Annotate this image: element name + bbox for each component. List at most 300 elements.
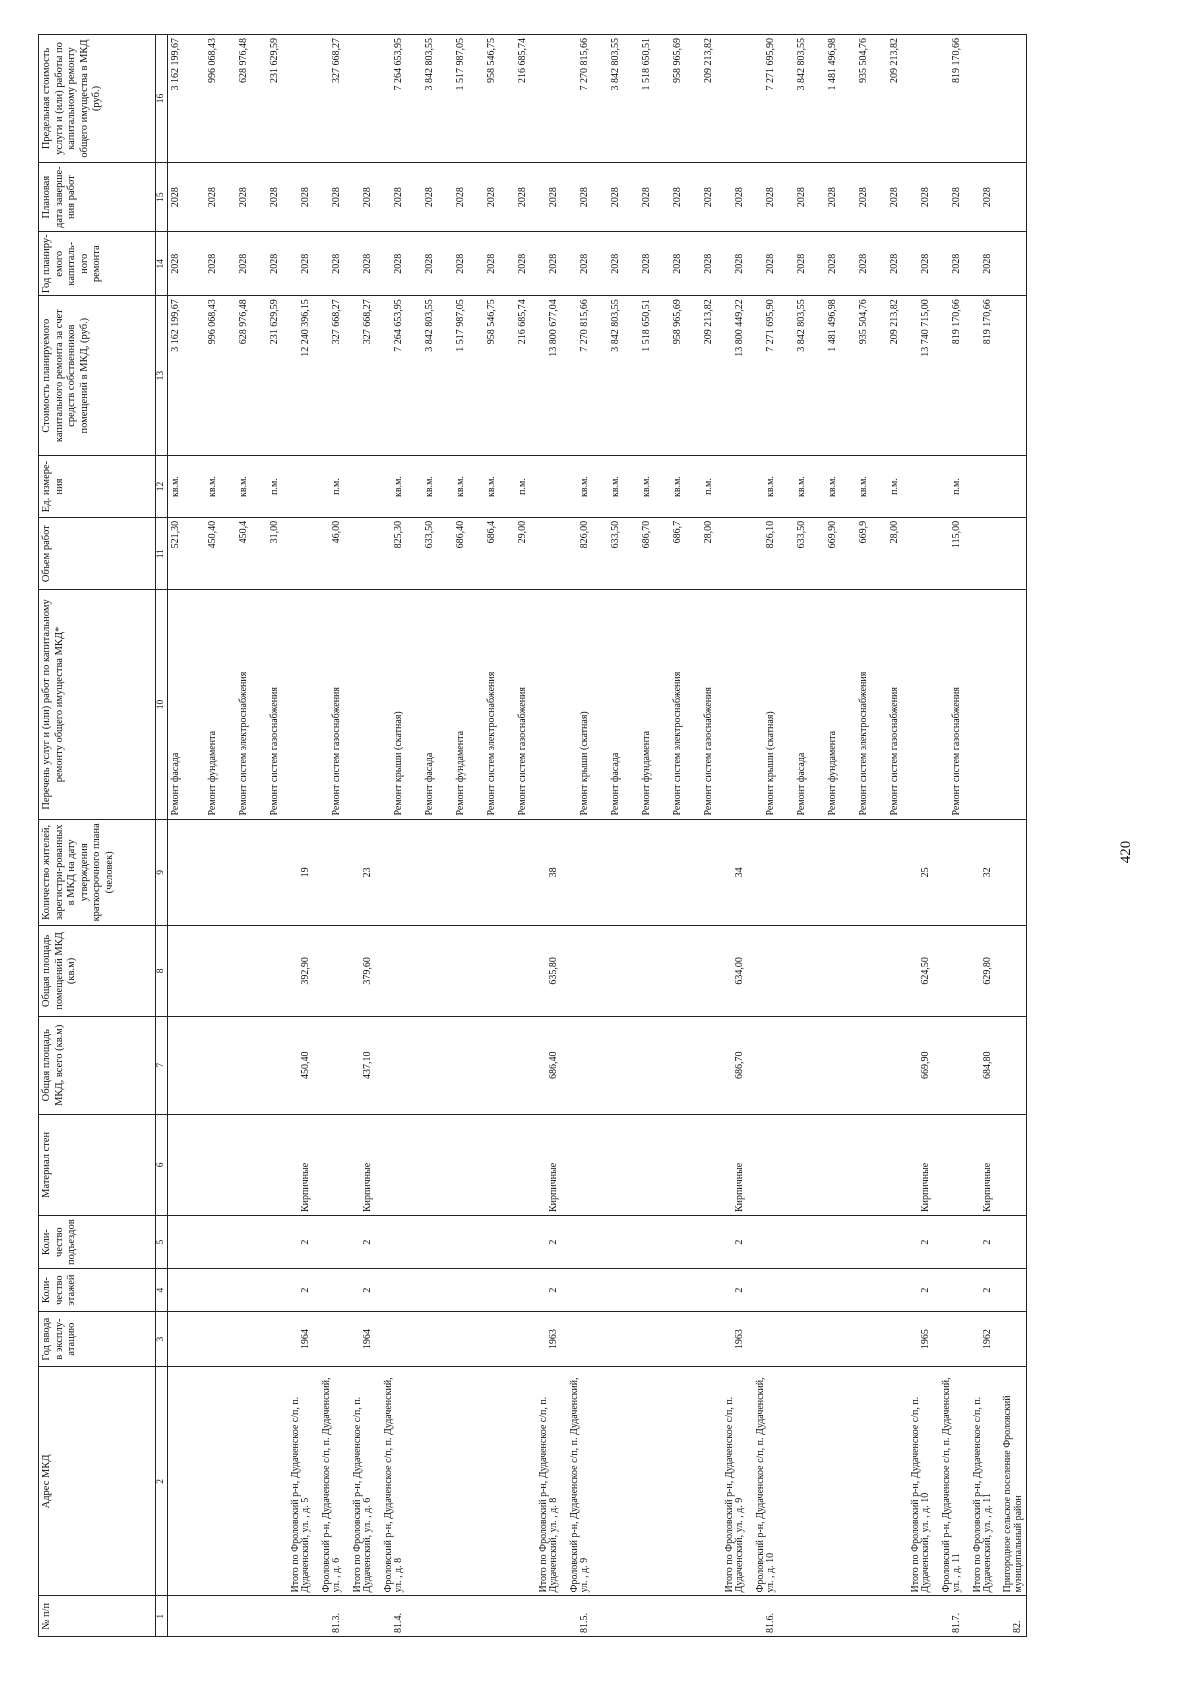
cell-repair-year: 2028 [872,232,903,296]
cell-premises-area [407,926,438,1017]
cell-floors [562,1269,593,1312]
cell-premises-area: 624,50 [903,926,934,1017]
cell-completion-date: 2028 [934,163,965,232]
col-number: 6 [156,1114,168,1215]
cell-repair-year: 2028 [655,232,686,296]
cell-num: 81.6. [748,1596,779,1637]
col-header-limit-cost: Предельная стоимость услуги и (или) работы по капитальному ремонту общего имущества в МКД (руб.) [39,35,156,163]
cell-works-list: Ремонт систем электроснабжения [841,590,872,819]
table-row [376,35,407,1637]
cell-works-list: Ремонт фундамента [810,590,841,819]
cell-total-area: 669,90 [903,1016,934,1114]
cell-entrances [314,1216,345,1269]
table-row [748,35,779,1637]
cell-unit: п.м. [686,456,717,518]
cell-repair-year: 2028 [624,232,655,296]
cell-planned-cost: 1 517 987,05 [438,296,469,456]
cell-commissioning-year: 1963 [531,1311,562,1366]
cell-limit-cost [531,35,562,163]
cell-unit: кв.м. [593,456,624,518]
cell-commissioning-year [376,1311,407,1366]
cell-work-volume [345,517,376,589]
cell-repair-year: 2028 [593,232,624,296]
cell-num [872,1596,903,1637]
cell-unit [996,456,1027,518]
col-number: 11 [156,517,168,589]
cell-unit: кв.м. [407,456,438,518]
cell-total-area [686,1016,717,1114]
cell-floors [190,1269,221,1312]
cell-entrances: 2 [903,1216,934,1269]
cell-floors [500,1269,531,1312]
cell-premises-area: 392,90 [283,926,314,1017]
cell-premises-area [500,926,531,1017]
cell-entrances [748,1216,779,1269]
cell-entrances [593,1216,624,1269]
table-row [965,35,996,1637]
cell-commissioning-year [593,1311,624,1366]
cell-wall-material [562,1114,593,1215]
cell-unit: кв.м. [779,456,810,518]
cell-works-list: Ремонт систем газоснабжения [252,590,283,819]
cell-total-area [624,1016,655,1114]
cell-work-volume [717,517,748,589]
cell-floors [686,1269,717,1312]
cell-entrances: 2 [283,1216,314,1269]
cell-works-list: Ремонт фасада [593,590,624,819]
col-number: 12 [156,456,168,518]
cell-residents [841,819,872,926]
cell-total-area: 686,40 [531,1016,562,1114]
cell-limit-cost: 7 270 815,66 [562,35,593,163]
cell-completion-date: 2028 [903,163,934,232]
cell-unit: п.м. [252,456,283,518]
cell-total-area [779,1016,810,1114]
cell-repair-year: 2028 [748,232,779,296]
cell-wall-material [190,1114,221,1215]
cell-completion-date: 2028 [872,163,903,232]
cell-residents [500,819,531,926]
cell-work-volume: 686,70 [624,517,655,589]
table-row [996,35,1027,1637]
cell-residents [686,819,717,926]
cell-limit-cost: 958 965,69 [655,35,686,163]
cell-address [252,1367,283,1596]
cell-num [407,1596,438,1637]
cell-floors [872,1269,903,1312]
cell-planned-cost: 12 240 396,15 [283,296,314,456]
cell-wall-material [314,1114,345,1215]
cell-works-list: Ремонт систем электроснабжения [469,590,500,819]
cell-floors: 2 [903,1269,934,1312]
cell-planned-cost: 3 842 803,55 [593,296,624,456]
cell-total-area [221,1016,252,1114]
cell-premises-area [562,926,593,1017]
cell-floors [376,1269,407,1312]
cell-address: Фроловский р-н, Дудаченское с/п, п. Дудаченский, ул. , д. 8 [376,1367,407,1596]
cell-unit: кв.м. [655,456,686,518]
cell-entrances [934,1216,965,1269]
table-body [168,35,1027,1637]
cell-repair-year: 2028 [965,232,996,296]
cell-unit: кв.м. [841,456,872,518]
cell-entrances [469,1216,500,1269]
cell-limit-cost: 3 842 803,55 [593,35,624,163]
cell-work-volume: 669,90 [810,517,841,589]
cell-address [686,1367,717,1596]
cell-limit-cost: 7 271 695,90 [748,35,779,163]
cell-entrances [872,1216,903,1269]
cell-limit-cost: 231 629,59 [252,35,283,163]
cell-floors [996,1269,1027,1312]
cell-limit-cost: 3 842 803,55 [779,35,810,163]
cell-unit: кв.м. [624,456,655,518]
cell-limit-cost: 819 170,66 [934,35,965,163]
cell-limit-cost: 209 213,82 [686,35,717,163]
cell-residents: 23 [345,819,376,926]
cell-num [717,1596,748,1637]
col-header-repair-year: Год планиру-емого капиталь-ного ремонта [39,232,156,296]
cell-residents [655,819,686,926]
cell-commissioning-year [314,1311,345,1366]
cell-unit: кв.м. [376,456,407,518]
col-header-floors: Коли-чество этажей [39,1269,156,1312]
cell-premises-area [438,926,469,1017]
col-header-premises-area: Общая площадь помещений МКД (кв.м) [39,926,156,1017]
cell-commissioning-year [624,1311,655,1366]
cell-unit: п.м. [934,456,965,518]
cell-entrances [810,1216,841,1269]
cell-entrances [841,1216,872,1269]
cell-total-area [314,1016,345,1114]
col-number: 3 [156,1311,168,1366]
cell-commissioning-year: 1962 [965,1311,996,1366]
cell-completion-date: 2028 [469,163,500,232]
cell-address [872,1367,903,1596]
cell-entrances: 2 [717,1216,748,1269]
cell-limit-cost: 3 842 803,55 [407,35,438,163]
cell-works-list: Ремонт крыши (скатная) [748,590,779,819]
cell-floors [934,1269,965,1312]
cell-address [593,1367,624,1596]
cell-works-list: Ремонт систем газоснабжения [872,590,903,819]
cell-num [593,1596,624,1637]
cell-planned-cost: 958 546,75 [469,296,500,456]
cell-address: Итого по Фроловский р-н, Дудаченское с/п, п. Дудаченский, ул. , д. 8 [531,1367,562,1596]
cell-entrances [686,1216,717,1269]
cell-entrances [438,1216,469,1269]
cell-unit: кв.м. [221,456,252,518]
cell-num: 81.3. [314,1596,345,1637]
cell-unit: кв.м. [469,456,500,518]
cell-total-area [469,1016,500,1114]
cell-works-list [965,590,996,819]
cell-completion-date: 2028 [562,163,593,232]
cell-wall-material [624,1114,655,1215]
cell-repair-year: 2028 [407,232,438,296]
cell-repair-year: 2028 [376,232,407,296]
cell-commissioning-year [500,1311,531,1366]
cell-planned-cost: 7 271 695,90 [748,296,779,456]
cell-floors [779,1269,810,1312]
cell-unit: кв.м. [748,456,779,518]
cell-limit-cost: 3 162 199,67 [168,35,190,163]
cell-commissioning-year: 1965 [903,1311,934,1366]
cell-wall-material [593,1114,624,1215]
cell-floors [469,1269,500,1312]
cell-commissioning-year [562,1311,593,1366]
cell-commissioning-year [655,1311,686,1366]
cell-limit-cost: 7 264 653,95 [376,35,407,163]
cell-works-list: Ремонт систем газоснабжения [500,590,531,819]
cell-works-list: Ремонт фасада [168,590,190,819]
cell-address [841,1367,872,1596]
cell-unit: кв.м. [810,456,841,518]
cell-work-volume: 633,50 [779,517,810,589]
cell-completion-date: 2028 [593,163,624,232]
cell-work-volume [996,517,1027,589]
col-number: 16 [156,35,168,163]
cell-total-area [438,1016,469,1114]
cell-total-area: 437,10 [345,1016,376,1114]
cell-commissioning-year [221,1311,252,1366]
cell-planned-cost: 13 800 677,04 [531,296,562,456]
cell-work-volume: 633,50 [593,517,624,589]
col-header-works-list: Перечень услуг и (или) работ по капитальному ремонту общего имущества МКД* [39,590,156,819]
header-row [39,35,156,1637]
cell-repair-year: 2028 [314,232,345,296]
table-row [221,35,252,1637]
cell-repair-year: 2028 [810,232,841,296]
cell-num [841,1596,872,1637]
cell-works-list: Ремонт фундамента [624,590,655,819]
cell-repair-year: 2028 [841,232,872,296]
cell-limit-cost: 996 068,43 [190,35,221,163]
cell-premises-area [779,926,810,1017]
cell-wall-material: Кирпичные [965,1114,996,1215]
cell-premises-area [376,926,407,1017]
cell-premises-area [252,926,283,1017]
cell-repair-year: 2028 [500,232,531,296]
cell-entrances [500,1216,531,1269]
cell-repair-year [996,232,1027,296]
cell-residents: 25 [903,819,934,926]
cell-num: 81.5. [562,1596,593,1637]
cell-repair-year: 2028 [686,232,717,296]
cell-address: Фроловский р-н, Дудаченское с/п, п. Дудаченский, ул. , д. 10 [748,1367,779,1596]
col-header-planned-cost: Стоимость планируемого капитального ремонта за счет средств собственников помещений в МКД, (руб.) [39,296,156,456]
col-number: 9 [156,819,168,926]
cell-residents [376,819,407,926]
cell-limit-cost: 1 518 650,51 [624,35,655,163]
cell-completion-date: 2028 [655,163,686,232]
cell-repair-year: 2028 [562,232,593,296]
col-header-unit: Ед. измере-ния [39,456,156,518]
cell-residents: 34 [717,819,748,926]
cell-work-volume: 115,00 [934,517,965,589]
col-number: 4 [156,1269,168,1312]
cell-total-area [376,1016,407,1114]
cell-completion-date: 2028 [531,163,562,232]
cell-completion-date: 2028 [748,163,779,232]
cell-num [531,1596,562,1637]
cell-residents [779,819,810,926]
cell-unit: п.м. [314,456,345,518]
cell-works-list: Ремонт систем электроснабжения [655,590,686,819]
cell-work-volume: 686,4 [469,517,500,589]
cell-num [500,1596,531,1637]
cell-planned-cost: 7 264 653,95 [376,296,407,456]
cell-works-list [996,590,1027,819]
cell-premises-area [593,926,624,1017]
cell-limit-cost: 209 213,82 [872,35,903,163]
cell-total-area: 684,80 [965,1016,996,1114]
cell-completion-date: 2028 [252,163,283,232]
cell-entrances [779,1216,810,1269]
col-header-wall-material: Материал стен [39,1114,156,1215]
cell-premises-area: 634,00 [717,926,748,1017]
cell-floors: 2 [531,1269,562,1312]
cell-premises-area [469,926,500,1017]
cell-completion-date: 2028 [500,163,531,232]
cell-wall-material [748,1114,779,1215]
table-row [841,35,872,1637]
cell-commissioning-year [686,1311,717,1366]
cell-limit-cost: 935 504,76 [841,35,872,163]
cell-entrances [655,1216,686,1269]
cell-premises-area: 379,60 [345,926,376,1017]
cell-work-volume [903,517,934,589]
col-header-completion-date: Плановая дата заверше-ния работ [39,163,156,232]
cell-address [438,1367,469,1596]
table-row [283,35,314,1637]
cell-planned-cost: 13 800 449,22 [717,296,748,456]
cell-num [903,1596,934,1637]
cell-planned-cost: 996 068,43 [190,296,221,456]
cell-limit-cost: 327 668,27 [314,35,345,163]
cell-premises-area [190,926,221,1017]
table-row [438,35,469,1637]
cell-work-volume: 450,40 [190,517,221,589]
cell-commissioning-year [996,1311,1027,1366]
cell-num [686,1596,717,1637]
cell-limit-cost: 1 481 496,98 [810,35,841,163]
cell-works-list: Ремонт систем газоснабжения [314,590,345,819]
table-row [686,35,717,1637]
cell-wall-material [841,1114,872,1215]
col-header-commissioning-year: Год ввода в эксплу-атацию [39,1311,156,1366]
cell-planned-cost: 819 170,66 [934,296,965,456]
cell-planned-cost: 13 740 715,00 [903,296,934,456]
cell-commissioning-year [810,1311,841,1366]
cell-limit-cost [903,35,934,163]
cell-num [345,1596,376,1637]
capital-repair-table [38,34,1027,1637]
cell-completion-date: 2028 [283,163,314,232]
cell-residents: 38 [531,819,562,926]
cell-premises-area [934,926,965,1017]
col-number: 1 [156,1596,168,1637]
cell-unit: кв.м. [190,456,221,518]
cell-address: Фроловский р-н, Дудаченское с/п, п. Дудаченский, ул. , д. 6 [314,1367,345,1596]
col-number: 5 [156,1216,168,1269]
page-number: 420 [1118,840,1134,864]
cell-address: Итого по Фроловский р-н, Дудаченское с/п, п. Дудаченский, ул. , д. 9 [717,1367,748,1596]
cell-repair-year: 2028 [779,232,810,296]
cell-completion-date: 2028 [314,163,345,232]
cell-planned-cost: 327 668,27 [345,296,376,456]
cell-wall-material: Кирпичные [283,1114,314,1215]
col-number: 15 [156,163,168,232]
cell-num [168,1596,190,1637]
cell-floors [748,1269,779,1312]
cell-completion-date [996,163,1027,232]
cell-wall-material [810,1114,841,1215]
table-row [810,35,841,1637]
cell-premises-area [624,926,655,1017]
cell-wall-material [438,1114,469,1215]
cell-works-list [283,590,314,819]
cell-commissioning-year [168,1311,190,1366]
cell-work-volume: 31,00 [252,517,283,589]
cell-num: 82. [996,1596,1027,1637]
cell-repair-year: 2028 [190,232,221,296]
cell-address [190,1367,221,1596]
cell-completion-date: 2028 [810,163,841,232]
cell-total-area [872,1016,903,1114]
cell-floors: 2 [717,1269,748,1312]
table-row [903,35,934,1637]
cell-num [624,1596,655,1637]
cell-premises-area [221,926,252,1017]
cell-premises-area [810,926,841,1017]
cell-repair-year: 2028 [438,232,469,296]
cell-planned-cost: 3 162 199,67 [168,296,190,456]
cell-total-area [562,1016,593,1114]
cell-works-list: Ремонт фасада [779,590,810,819]
cell-completion-date: 2028 [168,163,190,232]
cell-floors [593,1269,624,1312]
column-number-row [156,35,168,1637]
col-header-num: № п/п [39,1596,156,1637]
cell-completion-date: 2028 [190,163,221,232]
cell-total-area [168,1016,190,1114]
cell-work-volume: 28,00 [872,517,903,589]
cell-planned-cost: 628 976,48 [221,296,252,456]
cell-entrances [376,1216,407,1269]
cell-work-volume: 46,00 [314,517,345,589]
cell-floors [810,1269,841,1312]
cell-planned-cost: 3 842 803,55 [779,296,810,456]
cell-total-area [593,1016,624,1114]
table-row [345,35,376,1637]
cell-num [965,1596,996,1637]
table-row [593,35,624,1637]
cell-address [407,1367,438,1596]
cell-work-volume: 28,00 [686,517,717,589]
cell-completion-date: 2028 [376,163,407,232]
cell-limit-cost [717,35,748,163]
cell-premises-area [168,926,190,1017]
cell-address [779,1367,810,1596]
cell-repair-year: 2028 [934,232,965,296]
cell-num [779,1596,810,1637]
cell-wall-material [996,1114,1027,1215]
cell-residents [810,819,841,926]
cell-address: Итого по Фроловский р-н, Дудаченское с/п, п. Дудаченский, ул. , д. 10 [903,1367,934,1596]
cell-unit: кв.м. [168,456,190,518]
cell-commissioning-year [469,1311,500,1366]
